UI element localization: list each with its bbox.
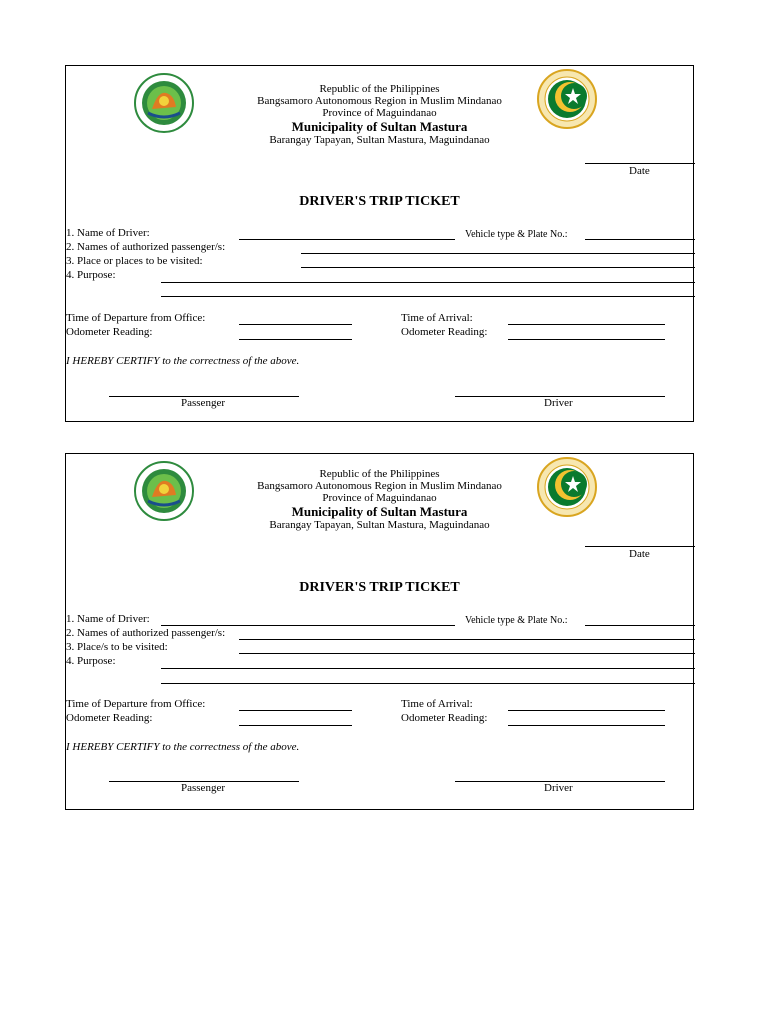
places-line[interactable] [239,653,695,654]
odometer-left-label: Odometer Reading: [66,712,153,724]
trip-ticket-2 [65,453,694,810]
purpose-line-2[interactable] [161,683,695,684]
odometer-right-label: Odometer Reading: [401,712,488,724]
vehicle-line[interactable] [585,239,695,240]
driver-name-line[interactable] [239,239,455,240]
date-label: Date [629,165,650,177]
date-label: Date [629,548,650,560]
driver-name-label: 1. Name of Driver: [66,613,150,625]
purpose-line-2[interactable] [161,296,695,297]
passenger-label: Passenger [181,782,225,794]
purpose-line-1[interactable] [161,282,695,283]
odometer-left-line[interactable] [239,339,352,340]
certify-text: I HEREBY CERTIFY to the correctness of the above. [66,741,300,753]
letterhead [66,83,693,146]
ticket-title: DRIVER'S TRIP TICKET [299,580,460,595]
departure-line[interactable] [239,710,352,711]
passengers-line[interactable] [239,639,695,640]
province-text: Province of Maguindanao [322,107,437,119]
letterhead [66,468,693,531]
places-label: 3. Place or places to be visited: [66,255,203,267]
places-line[interactable] [301,267,695,268]
driver-label: Driver [544,397,573,409]
odometer-left-line[interactable] [239,725,352,726]
passengers-label: 2. Names of authorized passenger/s: [66,627,226,639]
departure-line[interactable] [239,324,352,325]
region-text: Bangsamoro Autonomous Region in Muslim Mindanao [257,95,502,107]
driver-name-line[interactable] [161,625,455,626]
province-text: Province of Maguindanao [322,492,437,504]
barangay-text: Barangay Tapayan, Sultan Mastura, Maguindanao [269,134,490,146]
passenger-label: Passenger [181,397,225,409]
arrival-label: Time of Arrival: [401,698,473,710]
odometer-right-label: Odometer Reading: [401,326,488,338]
departure-label: Time of Departure from Office: [66,312,206,324]
municipality-text: Municipality of Sultan Mastura [291,119,468,134]
places-label: 3. Place/s to be visited: [66,641,168,653]
arrival-line[interactable] [508,710,665,711]
passengers-line[interactable] [301,253,695,254]
odometer-right-line[interactable] [508,339,665,340]
vehicle-line[interactable] [585,625,695,626]
departure-label: Time of Departure from Office: [66,698,206,710]
purpose-line-1[interactable] [161,668,695,669]
odometer-left-label: Odometer Reading: [66,326,153,338]
purpose-label: 4. Purpose: [66,269,116,281]
date-line[interactable] [585,546,695,547]
odometer-right-line[interactable] [508,725,665,726]
arrival-label: Time of Arrival: [401,312,473,324]
arrival-line[interactable] [508,324,665,325]
barangay-text: Barangay Tapayan, Sultan Mastura, Maguindanao [269,519,490,531]
trip-ticket-1 [65,65,694,422]
passengers-label: 2. Names of authorized passenger/s: [66,241,226,253]
vehicle-label: Vehicle type & Plate No.: [465,229,568,240]
date-line[interactable] [585,163,695,164]
purpose-label: 4. Purpose: [66,655,116,667]
driver-label: Driver [544,782,573,794]
driver-name-label: 1. Name of Driver: [66,227,150,239]
ticket-title: DRIVER'S TRIP TICKET [299,194,460,209]
region-text: Bangsamoro Autonomous Region in Muslim Mindanao [257,480,502,492]
certify-text: I HEREBY CERTIFY to the correctness of the above. [66,355,300,367]
republic-text: Republic of the Philippines [319,83,440,95]
municipality-text: Municipality of Sultan Mastura [291,504,468,519]
vehicle-label: Vehicle type & Plate No.: [465,615,568,626]
republic-text: Republic of the Philippines [319,468,440,480]
